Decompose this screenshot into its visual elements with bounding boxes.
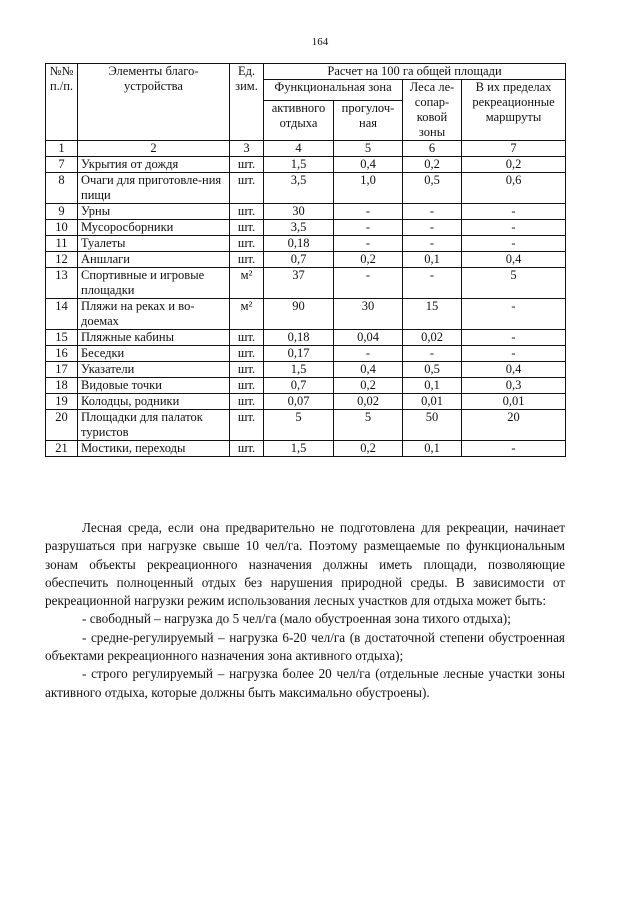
column-number: 3 — [230, 141, 264, 157]
cell-name: Очаги для приготовле-ния пищи — [78, 173, 230, 204]
cell-n: 15 — [46, 330, 78, 346]
header-walking: прогулоч-ная — [334, 100, 403, 140]
table-row — [46, 362, 566, 378]
table-row — [46, 173, 566, 204]
table-row — [46, 378, 566, 394]
cell-forest: 0,2 — [403, 157, 462, 173]
cell-routes: 5 — [462, 268, 566, 299]
cell-n: 19 — [46, 394, 78, 410]
cell-forest: 0,02 — [403, 330, 462, 346]
recreation-norms-table — [45, 63, 566, 457]
cell-forest: 0,1 — [403, 378, 462, 394]
cell-walk: - — [334, 236, 403, 252]
cell-n: 14 — [46, 299, 78, 330]
table-row — [46, 268, 566, 299]
cell-walk: 0,04 — [334, 330, 403, 346]
table-row — [46, 299, 566, 330]
cell-active: 90 — [264, 299, 334, 330]
cell-name: Туалеты — [78, 236, 230, 252]
cell-walk: 0,2 — [334, 441, 403, 457]
cell-n: 16 — [46, 346, 78, 362]
cell-name: Спортивные и игровые площадки — [78, 268, 230, 299]
cell-unit: шт. — [230, 441, 264, 457]
table-row — [46, 330, 566, 346]
cell-name: Пляжи на реках и во-доемах — [78, 299, 230, 330]
cell-active: 0,18 — [264, 330, 334, 346]
cell-forest: - — [403, 346, 462, 362]
column-numbering-row — [46, 141, 566, 157]
cell-name: Аншлаги — [78, 252, 230, 268]
cell-forest: - — [403, 268, 462, 299]
list-item-free-mode: - свободный – нагрузка до 5 чел/га (мало обустроенная зона тихого отдыха); — [82, 611, 511, 627]
cell-walk: - — [334, 268, 403, 299]
cell-active: 1,5 — [264, 441, 334, 457]
cell-forest: 0,5 — [403, 362, 462, 378]
cell-walk: 0,4 — [334, 362, 403, 378]
cell-unit: шт. — [230, 378, 264, 394]
cell-name: Мостики, переходы — [78, 441, 230, 457]
column-number: 5 — [334, 141, 403, 157]
cell-name: Беседки — [78, 346, 230, 362]
table-row — [46, 252, 566, 268]
table-row — [46, 157, 566, 173]
cell-active: 3,5 — [264, 220, 334, 236]
cell-name: Мусоросборники — [78, 220, 230, 236]
cell-n: 7 — [46, 157, 78, 173]
cell-active: 1,5 — [264, 362, 334, 378]
cell-forest: 0,1 — [403, 441, 462, 457]
cell-n: 12 — [46, 252, 78, 268]
cell-active: 3,5 — [264, 173, 334, 204]
header-unit: Ед. зим. — [230, 64, 264, 141]
cell-active: 30 — [264, 204, 334, 220]
page-number: 164 — [311, 36, 329, 48]
header-number: №№ п./п. — [46, 64, 78, 141]
cell-routes: 0,3 — [462, 378, 566, 394]
cell-routes: - — [462, 346, 566, 362]
header-functional-zone: Функциональная зона — [264, 80, 403, 101]
cell-walk: 0,4 — [334, 157, 403, 173]
cell-n: 17 — [46, 362, 78, 378]
cell-unit: шт. — [230, 220, 264, 236]
cell-routes: 0,4 — [462, 362, 566, 378]
cell-n: 8 — [46, 173, 78, 204]
cell-walk: - — [334, 204, 403, 220]
table-row — [46, 220, 566, 236]
cell-active: 0,7 — [264, 252, 334, 268]
column-number: 6 — [403, 141, 462, 157]
cell-routes: - — [462, 204, 566, 220]
cell-routes: - — [462, 441, 566, 457]
cell-name: Укрытия от дождя — [78, 157, 230, 173]
cell-routes: - — [462, 330, 566, 346]
list-item-medium-mode: - средне-регулируемый – нагрузка 6-20 чел/га (в достаточной степени обустроенная объектами рекреационного назначения зона активного отдыха); — [45, 629, 565, 664]
cell-active: 0,18 — [264, 236, 334, 252]
cell-walk: 0,2 — [334, 252, 403, 268]
cell-name: Площадки для палаток туристов — [78, 410, 230, 441]
cell-name: Колодцы, родники — [78, 394, 230, 410]
cell-walk: 30 — [334, 299, 403, 330]
header-routes: В их пределах рекреационные маршруты — [462, 80, 566, 141]
table-row — [46, 204, 566, 220]
cell-unit: шт. — [230, 346, 264, 362]
cell-unit: шт. — [230, 394, 264, 410]
column-number: 4 — [264, 141, 334, 157]
cell-unit: шт. — [230, 330, 264, 346]
cell-forest: - — [403, 204, 462, 220]
cell-name: Урны — [78, 204, 230, 220]
cell-walk: - — [334, 220, 403, 236]
cell-active: 37 — [264, 268, 334, 299]
cell-unit: шт. — [230, 236, 264, 252]
body-text — [45, 519, 565, 702]
cell-forest: 0,1 — [403, 252, 462, 268]
paragraph: Лесная среда, если она предварительно не подготовлена для рекреации, начинает разрушаться при нагрузке свыше 10 чел/га. Поэтому размещаемые по функциональным зонам объекты рекреационного назначения должны иметь площади, позволяющие обеспечить полноценный отдых без нарушения природной среды. В зависимости от рекреационной нагрузки режим использования лесных участков для отдыха может быть: — [45, 520, 565, 609]
cell-n: 20 — [46, 410, 78, 441]
cell-unit: шт. — [230, 173, 264, 204]
cell-forest: 0,5 — [403, 173, 462, 204]
cell-routes: 0,6 — [462, 173, 566, 204]
table-row — [46, 410, 566, 441]
cell-n: 21 — [46, 441, 78, 457]
table-row — [46, 441, 566, 457]
column-number: 1 — [46, 141, 78, 157]
cell-unit: шт. — [230, 252, 264, 268]
cell-n: 10 — [46, 220, 78, 236]
header-elements: Элементы благо-устройства — [78, 64, 230, 141]
cell-routes: - — [462, 299, 566, 330]
cell-forest: - — [403, 236, 462, 252]
cell-routes: - — [462, 220, 566, 236]
cell-unit: шт. — [230, 410, 264, 441]
cell-active: 0,07 — [264, 394, 334, 410]
cell-routes: 20 — [462, 410, 566, 441]
cell-active: 0,7 — [264, 378, 334, 394]
cell-routes: 0,2 — [462, 157, 566, 173]
cell-name: Указатели — [78, 362, 230, 378]
cell-unit: м² — [230, 268, 264, 299]
header-forest-park: Леса ле-сопар-ковой зоны — [403, 80, 462, 141]
cell-n: 13 — [46, 268, 78, 299]
column-number: 7 — [462, 141, 566, 157]
cell-walk: 5 — [334, 410, 403, 441]
cell-unit: шт. — [230, 157, 264, 173]
cell-n: 9 — [46, 204, 78, 220]
cell-unit: шт. — [230, 204, 264, 220]
cell-unit: шт. — [230, 362, 264, 378]
table-row — [46, 346, 566, 362]
cell-active: 0,17 — [264, 346, 334, 362]
list-item-strict-mode: - строго регулируемый – нагрузка более 20 чел/га (отдельные лесные участки зоны активного отдыха, которые должны быть максимально обустроены). — [45, 666, 565, 700]
cell-name: Видовые точки — [78, 378, 230, 394]
cell-name: Пляжные кабины — [78, 330, 230, 346]
cell-n: 18 — [46, 378, 78, 394]
cell-n: 11 — [46, 236, 78, 252]
cell-walk: 0,02 — [334, 394, 403, 410]
cell-walk: 1,0 — [334, 173, 403, 204]
header-calculation: Расчет на 100 га общей площади — [264, 64, 566, 80]
cell-unit: м² — [230, 299, 264, 330]
cell-routes: 0,01 — [462, 394, 566, 410]
table-row — [46, 394, 566, 410]
cell-walk: - — [334, 346, 403, 362]
cell-active: 1,5 — [264, 157, 334, 173]
column-number: 2 — [78, 141, 230, 157]
header-active-rest: активного отдыха — [264, 100, 334, 140]
cell-routes: 0,4 — [462, 252, 566, 268]
cell-walk: 0,2 — [334, 378, 403, 394]
cell-routes: - — [462, 236, 566, 252]
table-row — [46, 236, 566, 252]
cell-forest: - — [403, 220, 462, 236]
cell-forest: 50 — [403, 410, 462, 441]
cell-active: 5 — [264, 410, 334, 441]
cell-forest: 0,01 — [403, 394, 462, 410]
cell-forest: 15 — [403, 299, 462, 330]
